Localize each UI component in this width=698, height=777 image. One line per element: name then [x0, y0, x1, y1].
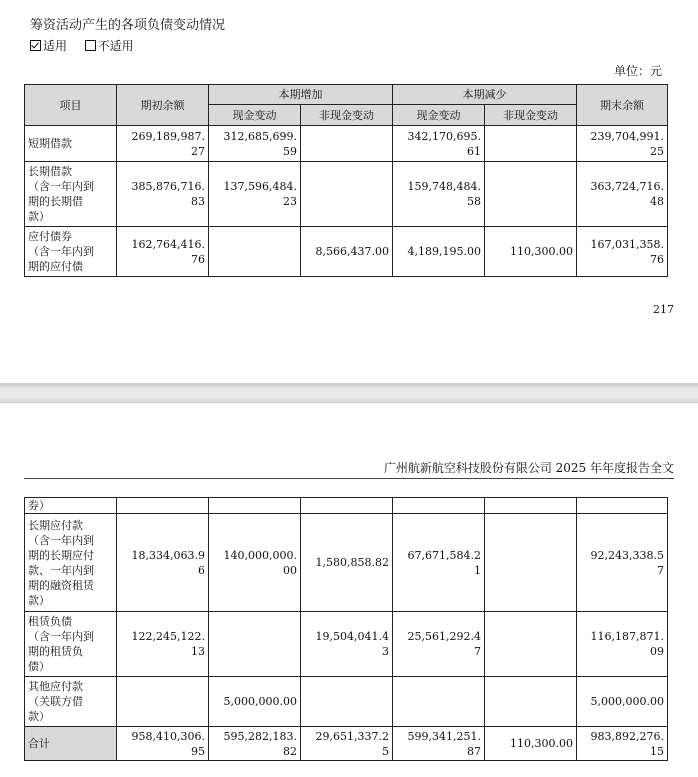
liability-change-table-part2 — [24, 497, 668, 761]
header-item: 项目 — [25, 85, 117, 126]
cell-inc-noncash: 19,504,041.4 3 — [301, 612, 393, 677]
cell-dec-cash: 599,341,251. 87 — [393, 727, 485, 761]
section-title: 筹资活动产生的各项负债变动情况 — [30, 18, 226, 33]
cell-inc-noncash — [301, 498, 393, 514]
cell-inc-cash — [209, 227, 301, 277]
applicability-options — [30, 37, 134, 54]
cell-closing: 983,892,276. 15 — [577, 727, 668, 761]
row-label: 长期应付款 （含一年内到 期的长期应付 款、一年内到 期的融资租赁 款） — [25, 514, 117, 612]
cell-inc-cash: 5,000,000.00 — [209, 677, 301, 727]
cell-closing: 167,031,358. 76 — [577, 227, 668, 277]
report-page-1 — [0, 0, 698, 383]
cell-opening: 958,410,306. 95 — [117, 727, 209, 761]
cell-closing: 92,243,338.5 7 — [577, 514, 668, 612]
cell-inc-noncash: 8,566,437.00 — [301, 227, 393, 277]
row-label: 租赁负债 （含一年内到 期的租赁负 债） — [25, 612, 117, 677]
cell-dec-noncash: 110,300.00 — [485, 727, 577, 761]
cell-dec-noncash — [485, 514, 577, 612]
cell-dec-noncash — [485, 677, 577, 727]
table-row — [25, 498, 668, 514]
unchecked-box-icon — [85, 40, 96, 51]
header-dec-cash: 现金变动 — [393, 105, 485, 126]
table-row — [25, 126, 668, 162]
cell-opening: 18,334,063.9 6 — [117, 514, 209, 612]
row-label: 应付债券 （含一年内到 期的应付债 — [25, 227, 117, 277]
header-inc-cash: 现金变动 — [209, 105, 301, 126]
cell-opening: 162,764,416. 76 — [117, 227, 209, 277]
cell-opening: 269,189,987. 27 — [117, 126, 209, 162]
page-gap — [0, 383, 698, 403]
table-row — [25, 514, 668, 612]
unit-label: 单位：元 — [613, 64, 662, 78]
cell-dec-noncash — [485, 126, 577, 162]
row-label: 合计 — [25, 727, 117, 761]
cell-inc-noncash: 29,651,337.2 5 — [301, 727, 393, 761]
table-row — [25, 227, 668, 277]
cell-closing — [577, 498, 668, 514]
cell-inc-cash — [209, 498, 301, 514]
cell-opening — [117, 677, 209, 727]
liability-change-table-part1 — [24, 84, 668, 277]
row-label: 券） — [25, 498, 117, 514]
cell-closing: 116,187,871. 09 — [577, 612, 668, 677]
cell-inc-cash: 137,596,484. 23 — [209, 162, 301, 227]
table-row — [25, 677, 668, 727]
cell-inc-cash — [209, 612, 301, 677]
header-closing: 期末余额 — [577, 85, 668, 126]
checked-box-icon — [30, 40, 41, 51]
cell-inc-noncash — [301, 677, 393, 727]
table-row — [25, 612, 668, 677]
header-opening: 期初余额 — [117, 85, 209, 126]
cell-dec-cash: 159,748,484. 58 — [393, 162, 485, 227]
applicable-label: 适用 — [43, 39, 68, 53]
cell-dec-cash — [393, 498, 485, 514]
cell-dec-cash — [393, 677, 485, 727]
cell-inc-noncash — [301, 162, 393, 227]
row-label: 短期借款 — [25, 126, 117, 162]
cell-opening: 122,245,122. 13 — [117, 612, 209, 677]
table-row — [25, 162, 668, 227]
cell-dec-cash: 67,671,584.2 1 — [393, 514, 485, 612]
cell-dec-noncash — [485, 612, 577, 677]
cell-opening — [117, 498, 209, 514]
cell-inc-cash: 140,000,000. 00 — [209, 514, 301, 612]
cell-inc-noncash: 1,580,858.82 — [301, 514, 393, 612]
cell-inc-cash: 312,685,699. 59 — [209, 126, 301, 162]
cell-dec-noncash — [485, 498, 577, 514]
cell-dec-cash: 4,189,195.00 — [393, 227, 485, 277]
cell-closing: 363,724,716. 48 — [577, 162, 668, 227]
table-row — [25, 727, 668, 761]
cell-inc-noncash — [301, 126, 393, 162]
cell-closing: 5,000,000.00 — [577, 677, 668, 727]
cell-dec-noncash: 110,300.00 — [485, 227, 577, 277]
cell-inc-cash: 595,282,183. 82 — [209, 727, 301, 761]
header-rule — [24, 478, 674, 479]
header-dec-noncash: 非现金变动 — [485, 105, 577, 126]
cell-dec-noncash — [485, 162, 577, 227]
header-inc-noncash: 非现金变动 — [301, 105, 393, 126]
header-decrease: 本期减少 — [393, 85, 577, 105]
row-label: 长期借款 （含一年内到 期的长期借 款） — [25, 162, 117, 227]
cell-closing: 239,704,991. 25 — [577, 126, 668, 162]
not-applicable-label: 不适用 — [97, 39, 134, 53]
page-number: 217 — [653, 303, 674, 316]
cell-opening: 385,876,716. 83 — [117, 162, 209, 227]
cell-dec-cash: 342,170,695. 61 — [393, 126, 485, 162]
cell-dec-cash: 25,561,292.4 7 — [393, 612, 485, 677]
report-page-2 — [0, 403, 698, 777]
header-increase: 本期增加 — [209, 85, 393, 105]
row-label: 其他应付款 （关联方借 款） — [25, 677, 117, 727]
company-header: 广州航新航空科技股份有限公司 2025 年年度报告全文 — [383, 461, 674, 475]
